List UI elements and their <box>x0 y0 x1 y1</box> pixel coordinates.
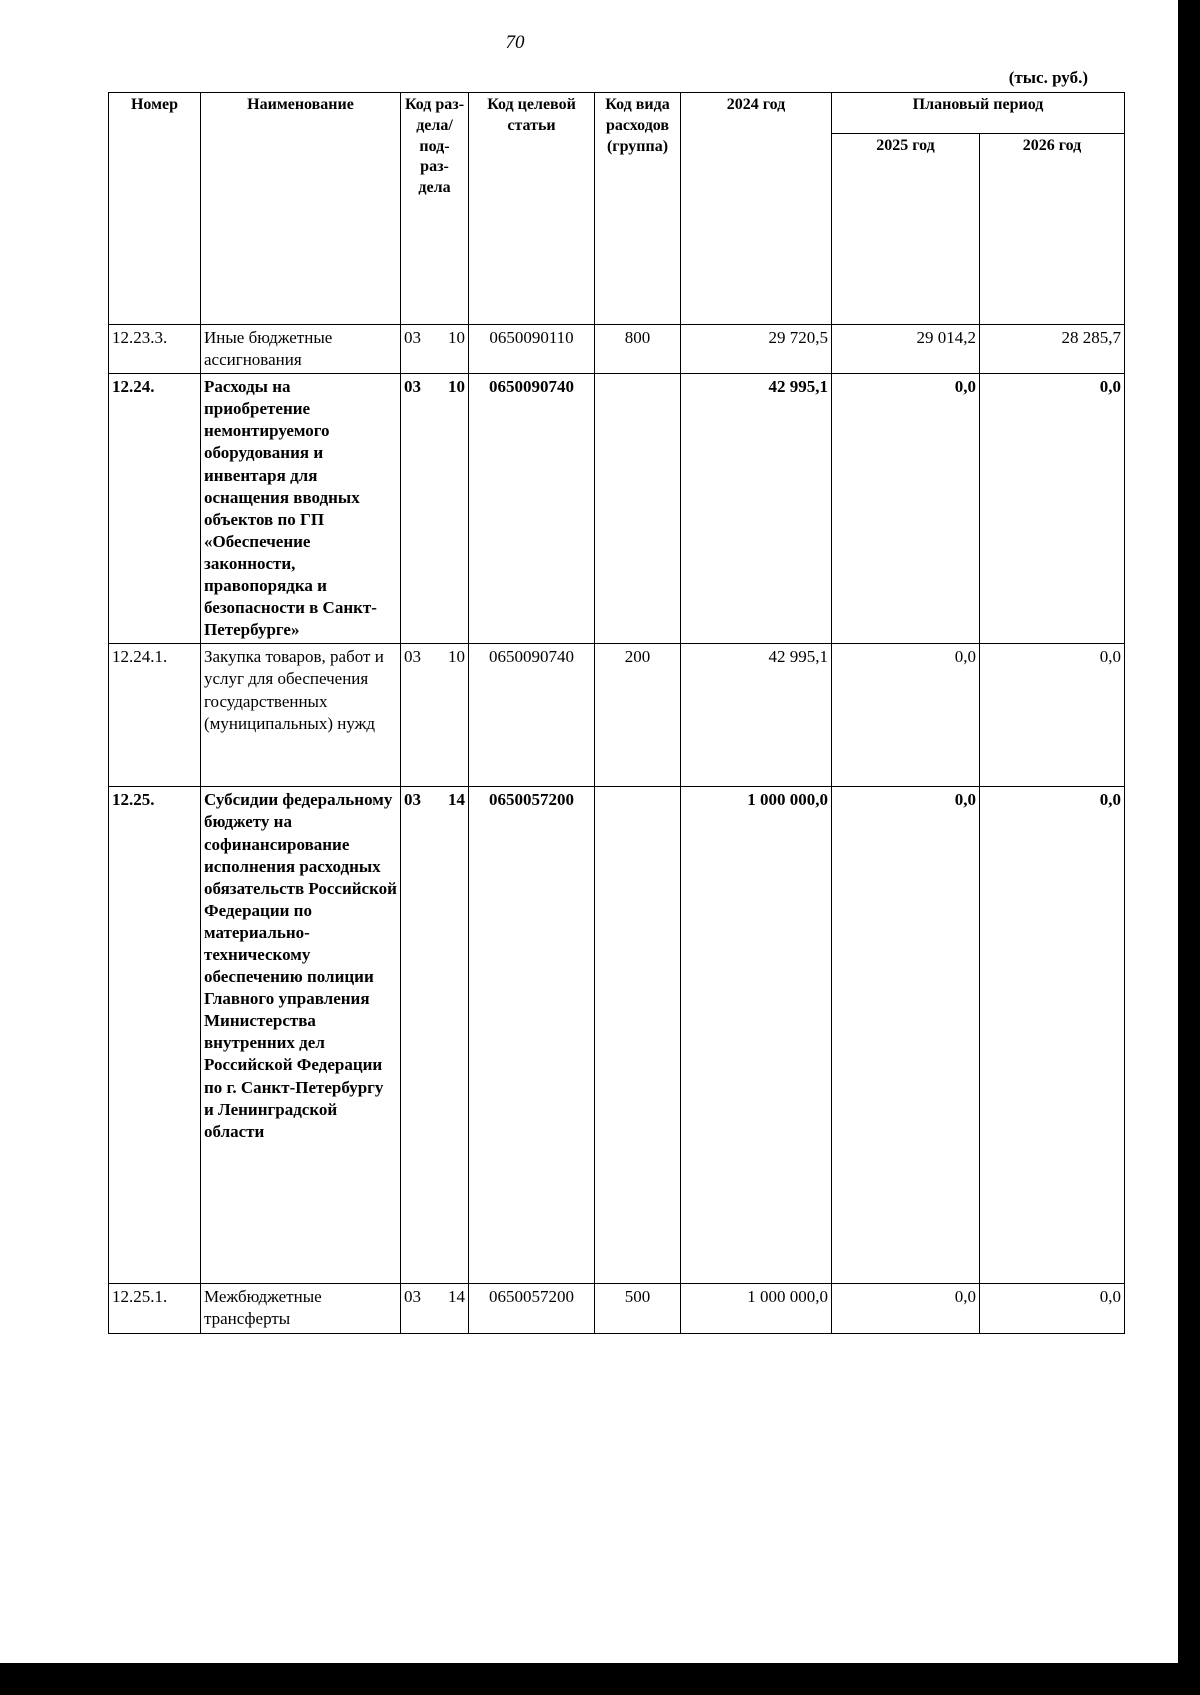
row-section-code <box>401 644 469 787</box>
header-section-code: Код раз- дела/ под- раз- дела <box>401 93 469 325</box>
row-amount-2026: 0,0 <box>980 787 1125 1284</box>
row-number: 12.23.3. <box>109 325 201 374</box>
header-expense-type-code: Код вида расходов (группа) <box>595 93 681 325</box>
row-amount-2026: 0,0 <box>980 374 1125 644</box>
row-amount-2026: 0,0 <box>980 1284 1125 1333</box>
row-name: Иные бюджетные ассигнования <box>201 325 401 374</box>
row-amount-2025: 0,0 <box>832 787 980 1284</box>
row-number: 12.25.1. <box>109 1284 201 1333</box>
row-amount-2026: 28 285,7 <box>980 325 1125 374</box>
table-row <box>109 644 1125 787</box>
row-amount-2024: 42 995,1 <box>681 644 832 787</box>
row-name: Закупка товаров, работ и услуг для обеспечения государственных (муниципальных) нужд <box>201 644 401 787</box>
row-section: 03 <box>404 1287 421 1307</box>
row-expense-type <box>595 787 681 1284</box>
row-section: 03 <box>404 790 421 810</box>
row-amount-2024: 29 720,5 <box>681 325 832 374</box>
row-section: 03 <box>404 377 421 397</box>
header-target-code: Код целевой статьи <box>469 93 595 325</box>
row-section-code <box>401 325 469 374</box>
row-name: Межбюджетные трансферты <box>201 1284 401 1333</box>
table-row <box>109 787 1125 1284</box>
row-target-code: 0650090110 <box>469 325 595 374</box>
row-section: 03 <box>404 328 421 347</box>
row-amount-2025: 29 014,2 <box>832 325 980 374</box>
row-name: Расходы на приобретение немонтируемого оборудования и инвентаря для оснащения вводных объектов по ГП «Обеспечение законности, правопорядка и безопасности в Санкт-Петербурге» <box>201 374 401 644</box>
page-number: 70 <box>505 32 525 53</box>
row-expense-type <box>595 374 681 644</box>
table-row <box>109 374 1125 644</box>
row-section-code <box>401 1284 469 1333</box>
header-name: Наименование <box>201 93 401 325</box>
row-section-code <box>401 787 469 1284</box>
row-expense-type: 500 <box>595 1284 681 1333</box>
budget-table <box>108 92 1125 1334</box>
table-row <box>109 325 1125 374</box>
row-section-code <box>401 374 469 644</box>
row-amount-2025: 0,0 <box>832 374 980 644</box>
header-year-2025: 2025 год <box>832 134 980 325</box>
row-subsection: 14 <box>448 1287 465 1307</box>
row-number: 12.24. <box>109 374 201 644</box>
row-subsection: 14 <box>448 790 465 810</box>
row-target-code: 0650090740 <box>469 644 595 787</box>
row-number: 12.25. <box>109 787 201 1284</box>
row-subsection: 10 <box>448 647 465 667</box>
header-year-2026: 2026 год <box>980 134 1125 325</box>
row-subsection: 10 <box>448 377 465 397</box>
header-number: Номер <box>109 93 201 325</box>
row-amount-2024: 1 000 000,0 <box>681 1284 832 1333</box>
row-amount-2024: 42 995,1 <box>681 374 832 644</box>
row-target-code: 0650057200 <box>469 1284 595 1333</box>
row-name: Субсидии федеральному бюджету на софинансирование исполнения расходных обязательств Российской Федерации по материально-техническому обеспечению полиции Главного управления Министерства внутренних дел Российской Федерации по г. Санкт-Петербургу и Ленинградской области <box>201 787 401 1284</box>
row-amount-2026: 0,0 <box>980 644 1125 787</box>
row-expense-type: 800 <box>595 325 681 374</box>
row-subsection: 10 <box>448 328 465 347</box>
row-amount-2024: 1 000 000,0 <box>681 787 832 1284</box>
row-amount-2025: 0,0 <box>832 1284 980 1333</box>
header-planned-period: Плановый период <box>832 93 1125 134</box>
row-section: 03 <box>404 647 421 667</box>
row-target-code: 0650090740 <box>469 374 595 644</box>
row-expense-type: 200 <box>595 644 681 787</box>
units-label: (тыс. руб.) <box>1008 68 1088 87</box>
row-amount-2025: 0,0 <box>832 644 980 787</box>
row-target-code: 0650057200 <box>469 787 595 1284</box>
row-number: 12.24.1. <box>109 644 201 787</box>
header-year-2024: 2024 год <box>681 93 832 325</box>
table-row <box>109 1284 1125 1333</box>
